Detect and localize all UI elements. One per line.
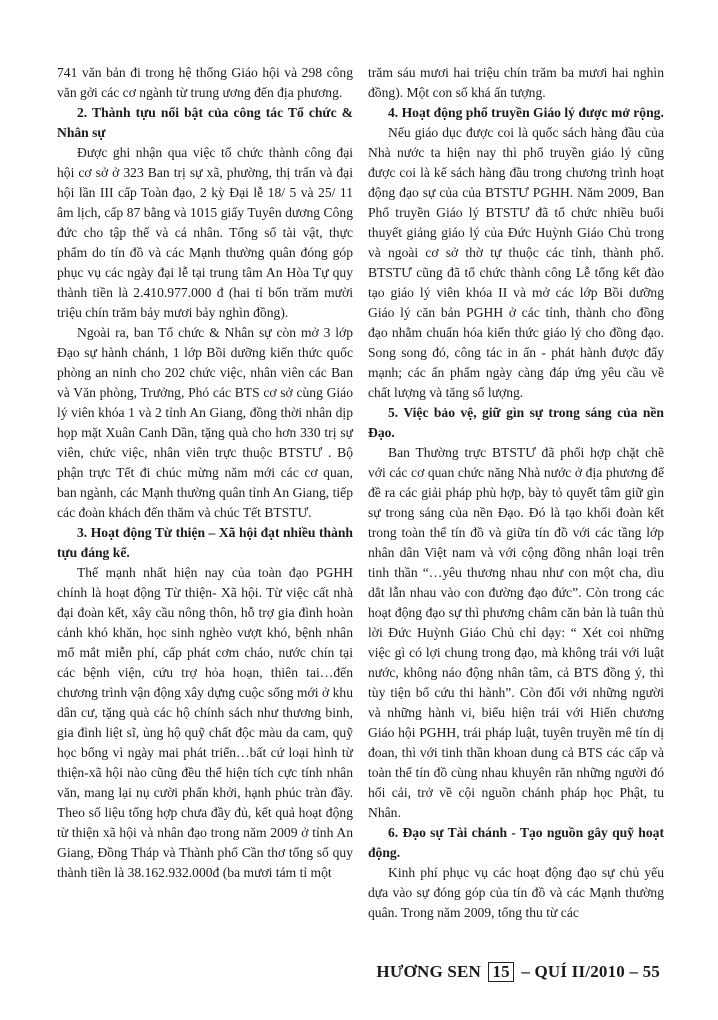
- paragraph: 741 văn bản đi trong hệ thống Giáo hội và 298 công văn gởi các cơ ngành từ trung ương đến địa phương.: [57, 65, 353, 100]
- issue-info: – QUÍ II/2010 – 55: [521, 962, 660, 981]
- section-heading: 5. Việc bảo vệ, giữ gìn sự trong sáng của nền Đạo.: [368, 405, 664, 440]
- magazine-name: HƯƠNG SEN: [376, 962, 482, 981]
- section-heading: 4. Hoạt động phổ truyền Giáo lý được mở rộng.: [388, 105, 664, 120]
- paragraph: Kinh phí phục vụ các hoạt động đạo sự chủ yếu dựa vào sự đóng góp của tín đồ và các Mạnh thường quân. Trong năm 2009, tổng thu từ các: [368, 865, 664, 920]
- paragraph: Được ghi nhận qua việc tổ chức thành công đại hội cơ sở ở 323 Ban trị sự xã, phường, thị trấn và đại hội lần III cấp Toàn đạo, 2 kỳ Đại lễ 18/ 5 và 25/ 11 âm lịch, cấp 87 bằng và 1015 giấy Tuyên dương Công đức cho tập thể và cá nhân. Tổng số tài vật, thực phẩm do tín đồ và các Mạnh thường quân đóng góp phục vụ các ngày đại lễ tại trung tâm An Hòa Tự quy thành tiền là 2.410.977.000 đ (hai tỉ bốn trăm mười triệu chín trăm bảy mươi bảy nghìn đồng).: [57, 145, 353, 320]
- section-heading: 3. Hoạt động Từ thiện – Xã hội đạt nhiều thành tựu đáng kể.: [57, 525, 353, 560]
- paragraph: Ban Thường trực BTSTƯ đã phối hợp chặt chẽ với các cơ quan chức năng Nhà nước ở địa phương để đề ra các giải pháp phù hợp, bày tỏ quyết tâm giữ gìn sự trong sáng của nền Đạo. Đó là tạo khối đoàn kết trong toàn thể tín đồ và giữa tín đồ với các tầng lớp nhân dân Việt nam và với cộng đồng nhân loại trên tinh thần “…yêu thương nhau như con một cha, dìu dắt lẫn nhau vào con đường đạo đức”. Còn trong các hoạt động đạo sự thì phương châm căn bản là tuân thủ lời Đức Huỳnh Giáo Chủ chỉ dạy: “ Xét coi những việc gì có lợi chung trong đạo, mà không trái với luật nước, không náo động nhân tâm, cả BTS đồng ý, thì tùy tiện bổ cứu thi hành”. Còn đối với những người và những hành vi, biểu hiện trái với Hiến chương Giáo hội PGHH, trái pháp luật, tuyên truyền mê tín dị đoan, thì với tinh thần khoan dung cả BTS các cấp và toàn thể tín đồ cùng nhau khuyên răn những người đó hối cải, trở về cội nguồn chánh pháp học Phật, tu Nhân.: [368, 445, 664, 820]
- section-heading: 6. Đạo sự Tài chánh - Tạo nguồn gây quỹ hoạt động.: [368, 825, 664, 860]
- paragraph: Thế mạnh nhất hiện nay của toàn đạo PGHH chính là hoạt động Từ thiện- Xã hội. Từ việc cất nhà đại đoàn kết, xây cầu nông thôn, hỗ trợ gia đình hoàn cảnh khó khăn, học sinh nghèo vượt khó, bệnh nhân mổ mắt miễn phí, cấp phát cơm cháo, nước chín tại các bệnh viện, cứu trợ hỏa hoạn, thiên tai…đến chương trình vận động xây dựng cuộc sống mới ở khu dân cư, tặng quà các hộ chính sách như thương binh, gia đình liệt sĩ, ủng hộ quỹ chất độc màu da cam, quỹ học bổng vì ngày mai phát triển…bất cứ loại hình từ thiện-xã hội nào cũng đều thể hiện tích cực tính nhân văn, mang lại nụ cười phấn khởi, hạnh phúc tràn đầy. Theo số liệu tổng hợp chưa đầy đủ, kết quả hoạt động từ thiện xã hội và nhân đạo trong năm 2009 ở tỉnh An Giang, Đồng Tháp và Thành phố Cần thơ tổng số quy thành tiền là 38.162.932.000đ (ba mươi tám tỉ một: [57, 565, 353, 880]
- paragraph: trăm sáu mươi hai triệu chín trăm ba mươi hai nghìn đồng). Một con số khá ấn tượng.: [368, 65, 664, 100]
- left-column: [57, 63, 353, 883]
- section-heading: 2. Thành tựu nổi bật của công tác Tổ chức & Nhân sự: [57, 105, 353, 140]
- paragraph: Ngoài ra, ban Tổ chức & Nhân sự còn mở 3 lớp Đạo sự hành chánh, 1 lớp Bồi dưỡng kiến thức quốc phòng an ninh cho 202 chức việc, nhân viên các Ban và Văn phòng, Trưởng, Phó các BTS cơ sở cùng Giáo lý viên khóa 1 và 2 tỉnh An Giang, đồng thời nhân dịp họp mặt Xuân Canh Dần, tặng quà cho hơn 330 trị sự viên, chức việc, nhân viên trực thuộc BTSTƯ . Bộ phận trực Tết đi chúc mừng năm mới các cơ quan, ban ngành, các Mạnh thường quân tỉnh An Giang, tiếp các đoàn khách đến thăm và chúc Tết BTSTƯ.: [57, 325, 353, 520]
- page-footer: [376, 962, 660, 982]
- right-column: [368, 63, 664, 923]
- paragraph: Nếu giáo dục được coi là quốc sách hàng đầu của Nhà nước ta hiện nay thì phổ truyền giáo lý cũng được coi là kế sách hàng đầu trong chương trình hoạt động đạo sự của của BTSTƯ PGHH. Năm 2009, Ban Phổ truyền Giáo lý BTSTƯ đã tổ chức nhiều buổi thuyết giảng giáo lý của Đức Huỳnh Giáo Chủ trong và ngoài cơ sở thờ tự thuộc các tỉnh, thành phố. BTSTƯ cũng đã tổ chức thành công Lễ tổng kết đào tạo giáo lý viên khóa II và mở các lớp Bồi dưỡng Giáo lý căn bản PGHH ở các tỉnh, thành cho đồng đạo nhằm chuẩn hóa kiến thức giáo lý cho đồng đạo. Song song đó, công tác in ấn - phát hành được đẩy mạnh; các ấn phẩm ngày càng đáp ứng yêu cầu về chất lượng và tăng số lượng.: [368, 125, 664, 400]
- issue-number-box: 15: [488, 962, 513, 982]
